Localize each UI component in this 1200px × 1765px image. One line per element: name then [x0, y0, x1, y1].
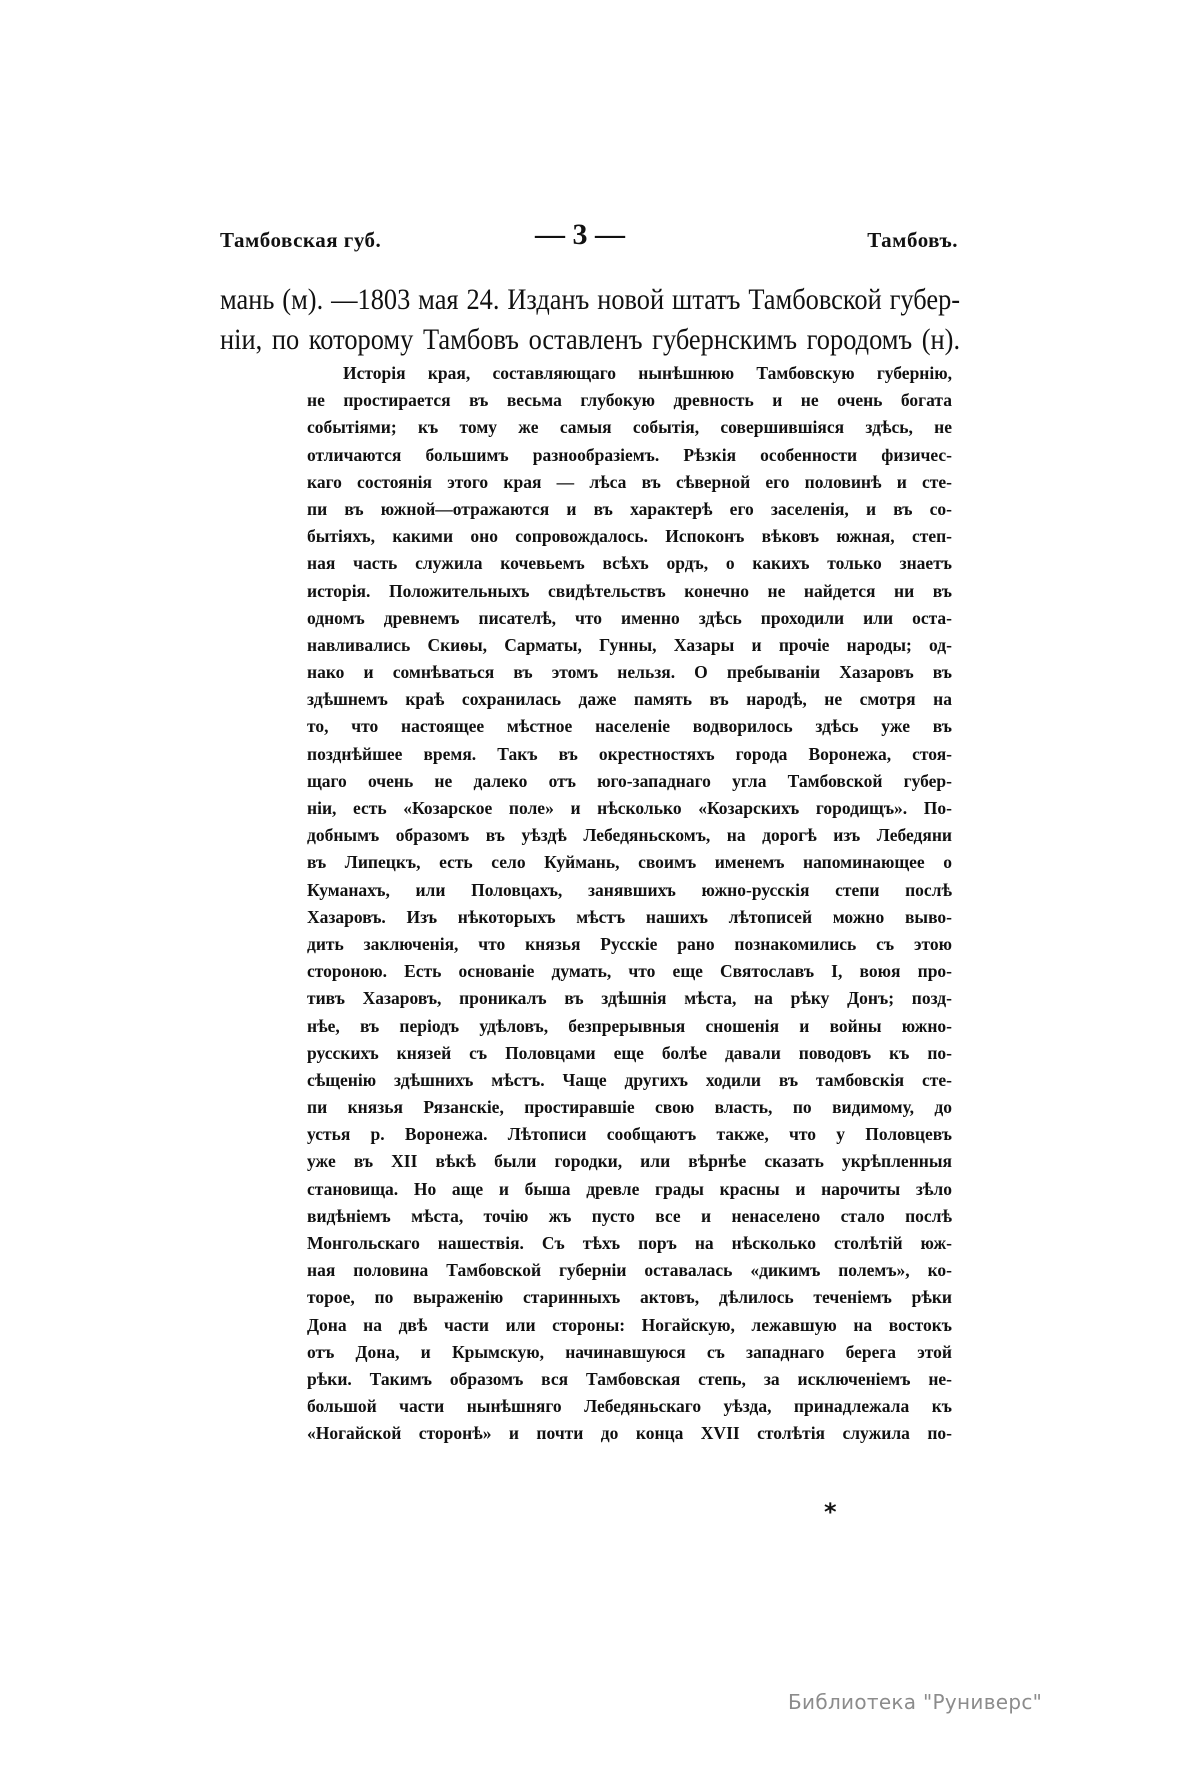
- paragraph-line: Монгольскаго нашествія. Съ тѣхъ поръ на нѣсколько столѣтій юж-: [307, 1233, 952, 1253]
- paragraph-line: русскихъ князей съ Половцами еще болѣе давали поводовъ къ по-: [307, 1042, 952, 1063]
- paragraph-line: нако и сомнѣваться въ этомъ нельзя. О пребываніи Хазаровъ въ: [307, 662, 952, 683]
- paragraph-line: нѣе, въ періодъ удѣловъ, безпрерывныя сношенія и войны южно-: [307, 1015, 952, 1036]
- paragraph-line: Куманахъ, или Половцахъ, занявшихъ южно-русскія степи послѣ: [307, 879, 952, 900]
- paragraph-line: позднѣйшее время. Такъ въ окрестностяхъ города Воронежа, стоя-: [307, 743, 952, 764]
- paragraph-line: Исторія края, составляющаго нынѣшнюю Тамбовскую губернію,: [343, 363, 952, 383]
- paragraph-line: Дона на двѣ части или стороны: Ногайскую, лежавшую на востокъ: [307, 1314, 952, 1335]
- running-head: [220, 218, 958, 258]
- paragraph-line: пи князья Рязанскіе, простиравшіе свою власть, по видимому, до: [307, 1097, 952, 1118]
- paragraph-line: торое, по выраженію старинныхъ актовъ, дѣлилось теченіемъ рѣки: [307, 1287, 952, 1308]
- paragraph-line: становища. Но аще и быша древле грады красны и нарочиты зѣло: [307, 1178, 952, 1199]
- paragraph-line: дить заключенія, что князья Русскіе рано познакомились съ этою: [307, 933, 952, 954]
- lead-line: мань (м). —1803 мая 24. Изданъ новой штатъ Тамбовской губер-: [220, 283, 961, 316]
- paragraph-line: отличаются большимъ разнообразіемъ. Рѣзкія особенности физичес-: [307, 444, 952, 465]
- paragraph-line: бытіяхъ, какими оно сопровождалось. Испоконъ вѣковъ южная, степ-: [307, 526, 952, 547]
- body-paragraph: [307, 360, 952, 1448]
- paragraph-line: видѣніемъ мѣста, точію жъ пусто все и ненаселено стало послѣ: [307, 1205, 952, 1226]
- paragraph-line: сѣщенію здѣшнихъ мѣстъ. Чаще другихъ ходили въ тамбовскія сте-: [307, 1069, 952, 1090]
- page-number: — 3 —: [535, 218, 625, 251]
- paragraph-line: устья р. Воронежа. Лѣтописи сообщаютъ также, что у Половцевъ: [307, 1124, 952, 1145]
- paragraph-line: ная часть служила кочевьемъ всѣхъ ордъ, о какихъ только знаетъ: [307, 553, 952, 574]
- paragraph-line: тивъ Хазаровъ, проникалъ въ здѣшнія мѣста, на рѣку Донъ; позд-: [307, 988, 952, 1009]
- paragraph-line: пи въ южной—отражаются и въ характерѣ его заселенія, и въ со-: [307, 498, 952, 519]
- lead-line: ніи, по которому Тамбовъ оставленъ губернскимъ городомъ (н).: [220, 323, 961, 356]
- paragraph-line: событіями; къ тому же самыя событія, совершившіяся здѣсь, не: [307, 417, 952, 438]
- paragraph-line: стороною. Есть основаніе думать, что еще Святославъ I, воюя про-: [307, 961, 952, 982]
- running-head-left: Тамбовская губ.: [220, 228, 382, 252]
- paragraph-line: исторія. Положительныхъ свидѣтельствъ конечно не найдется ни въ: [307, 580, 952, 601]
- library-watermark: Библиотека "Руниверс": [788, 1690, 1043, 1714]
- paragraph-line: Хазаровъ. Изъ нѣкоторыхъ мѣстъ нашихъ лѣтописей можно выво-: [307, 906, 952, 927]
- paragraph-line: добнымъ образомъ въ уѣздѣ Лебедяньскомъ, на дорогѣ изъ Лебедяни: [307, 825, 952, 846]
- paragraph-line: «Ногайской сторонѣ» и почти до конца XVII столѣтія служила по-: [307, 1423, 952, 1444]
- lead-text: [220, 280, 961, 360]
- paragraph-line: ніи, есть «Козарское поле» и нѣсколько «Козарскихъ городищъ». По-: [307, 798, 952, 818]
- signature-mark: *: [824, 1498, 837, 1526]
- paragraph-line: каго состоянія этого края — лѣса въ сѣверной его половинѣ и сте-: [307, 471, 952, 492]
- paragraph-line: одномъ древнемъ писателѣ, что именно здѣсь проходили или оста-: [307, 607, 952, 628]
- paragraph-line: рѣки. Такимъ образомъ вся Тамбовская степь, за исключеніемъ не-: [307, 1368, 952, 1389]
- paragraph-line: навливались Скиѳы, Сарматы, Гунны, Хазары и прочіе народы; од-: [307, 634, 952, 655]
- paragraph-line: въ Липецкъ, есть село Куймань, своимъ именемъ напоминающее о: [307, 852, 952, 873]
- paragraph-line: не простирается въ весьма глубокую древность и не очень богата: [307, 390, 952, 411]
- paragraph-line: большой части нынѣшняго Лебедяньскаго уѣзда, принадлежала къ: [307, 1396, 952, 1417]
- paragraph-line: уже въ XII вѣкѣ были городки, или вѣрнѣе сказать укрѣпленныя: [307, 1151, 952, 1172]
- running-head-right: Тамбовъ.: [867, 228, 958, 252]
- paragraph-line: щаго очень не далеко отъ юго-западнаго угла Тамбовской губер-: [307, 770, 952, 791]
- paragraph-line: здѣшнемъ краѣ сохранилась даже память въ народѣ, не смотря на: [307, 689, 952, 710]
- paragraph-line: ная половина Тамбовской губерніи оставалась «дикимъ полемъ», ко-: [307, 1260, 952, 1281]
- paragraph-line: то, что настоящее мѣстное населеніе водворилось здѣсь уже въ: [307, 716, 952, 737]
- paragraph-line: отъ Дона, и Крымскую, начинавшуюся съ западнаго берега этой: [307, 1341, 952, 1362]
